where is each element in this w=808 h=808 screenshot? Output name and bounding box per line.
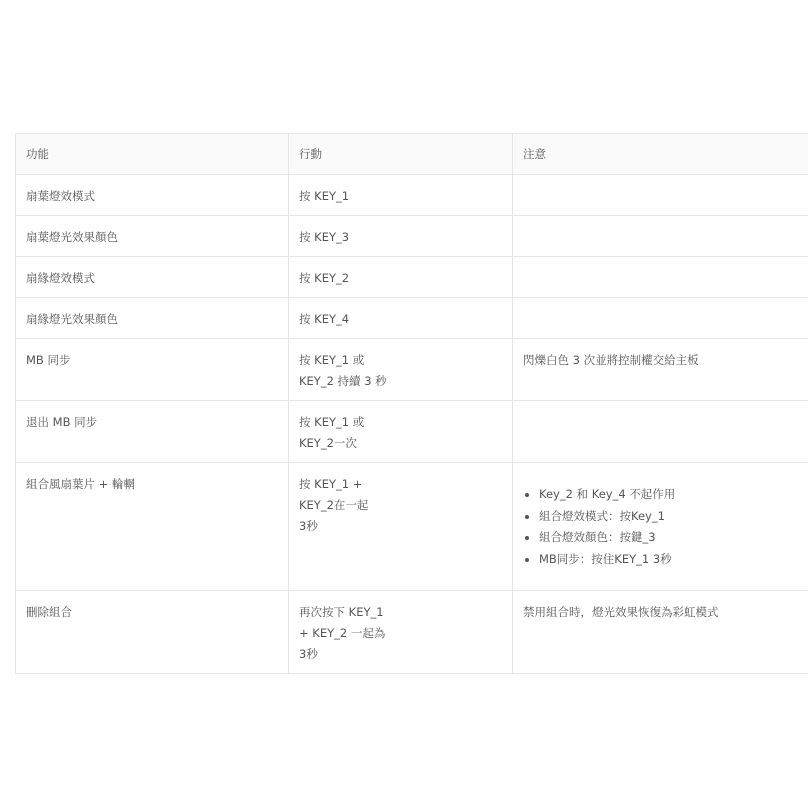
action-line: KEY_2在一起 (299, 498, 369, 512)
action-line: 按 KEY_4 (299, 312, 350, 326)
header-note: 注意 (513, 134, 808, 175)
action-line: KEY_2 持續 3 秒 (299, 374, 387, 388)
table-row (16, 216, 808, 257)
action-cell (289, 175, 513, 216)
table-row (16, 463, 808, 591)
action-line: 按 KEY_1 或 (299, 353, 365, 367)
note-list-item: • MB同步：按住KEY_1 3秒 (539, 549, 805, 571)
table-row (16, 298, 808, 339)
table-header-row (16, 134, 808, 175)
action-line: 按 KEY_2 (299, 271, 350, 285)
function-cell: 扇葉燈光效果顏色 (16, 216, 289, 257)
note-cell (513, 401, 808, 463)
action-cell (289, 463, 513, 591)
action-line: 按 KEY_1 (299, 189, 350, 203)
action-line: 按 KEY_3 (299, 230, 350, 244)
table-row (16, 591, 808, 674)
note-cell: 禁用組合時，燈光效果恢復為彩虹模式 (513, 591, 808, 674)
note-list-item: • Key_2 和 Key_4 不起作用 (539, 484, 805, 506)
action-line: 按 KEY_1 + (299, 477, 363, 491)
function-cell: MB 同步 (16, 339, 289, 401)
action-cell (289, 591, 513, 674)
action-line: 再次按下 KEY_1 (299, 605, 384, 619)
action-cell (289, 298, 513, 339)
header-function: 功能 (16, 134, 289, 175)
function-cell: 扇緣燈光效果顏色 (16, 298, 289, 339)
table-row (16, 401, 808, 463)
function-cell: 扇葉燈效模式 (16, 175, 289, 216)
action-line: 按 KEY_1 或 (299, 415, 365, 429)
function-cell: 扇緣燈效模式 (16, 257, 289, 298)
action-cell (289, 339, 513, 401)
function-cell: 組合風扇葉片 + 輪輞 (16, 463, 289, 591)
header-action: 行動 (289, 134, 513, 175)
table-row (16, 175, 808, 216)
action-cell (289, 216, 513, 257)
note-cell (513, 298, 808, 339)
note-list-item: • 組合燈效顏色：按鍵_3 (539, 527, 805, 549)
table-row (16, 257, 808, 298)
table-row (16, 339, 808, 401)
function-table (15, 133, 808, 674)
action-cell (289, 257, 513, 298)
action-line: 3秒 (299, 519, 318, 533)
function-cell: 退出 MB 同步 (16, 401, 289, 463)
note-cell (513, 216, 808, 257)
note-cell (513, 463, 808, 591)
action-cell (289, 401, 513, 463)
action-line: + KEY_2 一起為 (299, 626, 386, 640)
note-cell: 閃爍白色 3 次並將控制權交給主板 (513, 339, 808, 401)
note-list-item: • 組合燈效模式：按Key_1 (539, 506, 805, 528)
note-cell (513, 257, 808, 298)
action-line: KEY_2一次 (299, 436, 357, 450)
function-cell: 刪除組合 (16, 591, 289, 674)
note-list (523, 484, 805, 570)
action-line: 3秒 (299, 647, 318, 661)
note-cell (513, 175, 808, 216)
